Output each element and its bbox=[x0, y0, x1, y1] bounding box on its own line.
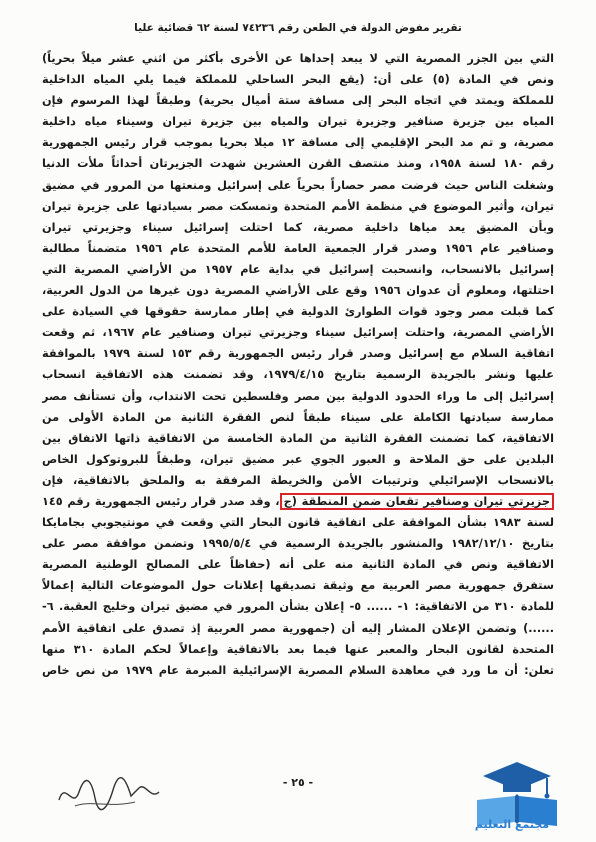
text-line: وبأن المضيق يعد مياها داخلية مصرية، كما احتلت إسرائيل سيناء وجزيرتي تيران bbox=[42, 220, 554, 234]
text-line: التي بين الجزر المصرية التي لا يبعد إحداها عن الأخرى بأكثر من اثني عشر ميلاً بحرياً) bbox=[42, 52, 554, 65]
text-line: مصرية، و تم مد البحر الإقليمي إلى مسافة ١٢ ميلا بحريا بموجب قرار رئيس الجمهورية bbox=[42, 136, 554, 150]
text-line: بتاريخ ١٩٨٢/١٢/١٠ والمنشور بالجريدة الرسمية في ١٩٩٥/٥/٤ وتضمن موافقة مصر على bbox=[42, 537, 554, 551]
page-header: تقرير مفوض الدولة في الطعن رقم ٧٤٢٣٦ لسنة ٦٢ قضائية عليا bbox=[134, 22, 462, 34]
text-line: ......) وتضمن الإعلان المشار إليه أن (جمهورية مصر العربية إذ تصدق على اتفاقية الأمم bbox=[42, 621, 554, 635]
text-line: كما قبلت مصر وجود قوات الطوارئ الدولية في إطار ممارسة حقوقها في السيادة على bbox=[42, 305, 554, 319]
watermark-text: مجتمع التعليم bbox=[474, 818, 550, 831]
text-line: البلدين على حق الملاحة و العبور الجوي عبر مضيق تيران، وطبقاً للبروتوكول الخاص bbox=[42, 452, 554, 466]
text-line: إسرائيل بالانسحاب، وانسحبت إسرائيل في بداية عام ١٩٥٧ من الأراضي المصرية التي bbox=[42, 262, 554, 276]
text-line: المياه بين جزيرة صنافير وجزيرة تيران والمياه بين جزيرة تيران وسيناء مياه داخلية bbox=[42, 115, 554, 129]
text-line: بالانسحاب الإسرائيلي وترتيبات الأمن والخريطة المرفقة به والملحق بالاتفاقية، فإن bbox=[42, 473, 554, 487]
text-line: عليها ونشر بالجريدة الرسمية بتاريخ ١٩٧٩/٤/١٥، وقد تضمنت هذه الاتفاقية انسحاب bbox=[42, 368, 554, 382]
text-line: احتلتها، ومعلوم أن عدوان ١٩٥٦ وقع على الأراضي المصرية دون غيرها من الدول العربية، bbox=[42, 284, 554, 298]
text-line: المتحدة لقانون البحار والمعبر عنها فيما بعد بالاتفاقية وإعمالاً لحكم المادة ٣١٠ منها bbox=[42, 642, 554, 656]
text-line: للمادة ٣١٠ من الاتفاقية: ١- ...... ٥- إعلان بشأن المرور في مضيق تيران وخليج العقبة. ٦- bbox=[42, 600, 554, 614]
text-segment: ، وقد صدر قرار رئيس الجمهورية رقم ١٤٥ bbox=[42, 494, 280, 508]
text-line: الاتفاقية، كما تضمنت الفقرة الثانية من المادة الخامسة من الاتفاقية ذاتها الاتفاق بين bbox=[42, 431, 554, 445]
text-line: الأراضي المصرية، واحتلت إسرائيل سيناء وجزيرتي تيران وصنافير عام ١٩٦٧، ثم وقعت bbox=[42, 326, 554, 340]
text-line: الاتفاقية ونص في المادة الثانية منه على أنه (حفاظاً على المصالح الوطنية المصرية bbox=[42, 558, 554, 572]
text-line: ونص في المادة (٥) على أن: (يقع البحر الساحلي للمملكة فيما يلي المياه الداخلية bbox=[42, 73, 554, 87]
text-line: لسنة ١٩٨٣ بشأن الموافقة على اتفاقية قانون البحار التي وقعت في مونتيجوبي بجامايكا bbox=[42, 516, 554, 530]
body-text bbox=[42, 48, 554, 681]
highlight-box: جزيرتي تيران وصنافير تقعان ضمن المنطقة (ج bbox=[280, 493, 554, 510]
text-line: اتفاقية السلام مع إسرائيل وصدر قرار رئيس الجمهورية رقم ١٥٣ لسنة ١٩٧٩ بالموافقة bbox=[42, 347, 554, 361]
text-line: للمملكة ويمتد في اتجاه البحر إلى مسافة ستة أميال بحرية) وطبقاً لهذا المرسوم فإن bbox=[42, 94, 554, 108]
text-line: إسرائيل إلى ما وراء الحدود الدولية بين مصر وفلسطين تحت الانتداب، وأن تستأنف مصر bbox=[42, 389, 554, 403]
text-line: ممارسة سيادتها الكاملة على سيناء طبقاً لنص الفقرة الثانية من المادة الأولى من bbox=[42, 410, 554, 424]
highlighted-line bbox=[42, 491, 554, 512]
text-line: تيران، وأثير الموضوع في منظمة الأمم المتحدة وتمسكت مصر بسيادتها على جزيرة تيران bbox=[42, 199, 554, 213]
text-line: وصنافير عام ١٩٥٦ وصدر قرار الجمعية العامة للأمم المتحدة عام ١٩٥٦ متضمناً مطالبة bbox=[42, 241, 554, 255]
text-line: رقم ١٨٠ لسنة ١٩٥٨، ومنذ منتصف القرن العشرين شهدت الجزيرتان أحداثاً ملأت الدنيا bbox=[42, 157, 554, 171]
text-line: وشغلت الناس حيث فرضت مصر حصاراً بحرياً على إسرائيل ومنعتها من المرور في مضيق bbox=[42, 178, 554, 192]
page-number: - ٢٥ - bbox=[282, 776, 314, 789]
text-line: ستفرق جمهورية مصر العربية مع وثيقة تصديقها إعلانات حول الموضوعات التالية إعمالاً bbox=[42, 579, 554, 593]
text-line: تعلن: أن ما ورد في معاهدة السلام المصرية الإسرائيلية المبرمة عام ١٩٧٩ من نص خاص bbox=[42, 663, 554, 677]
